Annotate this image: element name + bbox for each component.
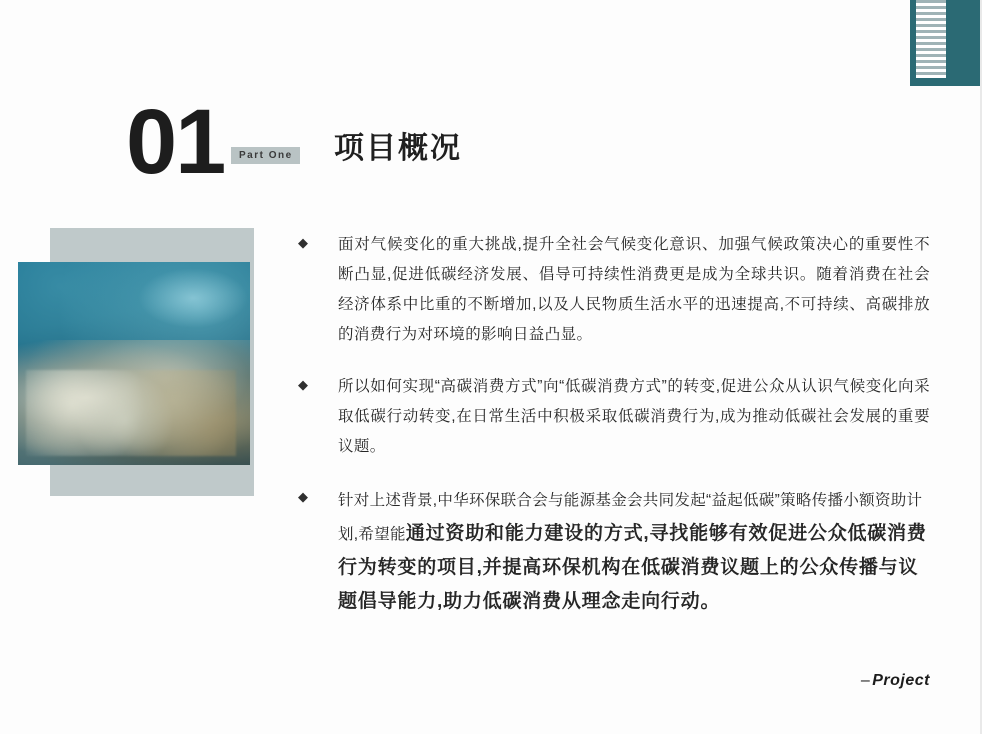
part-tag: Part One <box>231 147 300 164</box>
photo-coral-detail-layer <box>26 370 236 456</box>
coral-reef-photo <box>18 262 250 465</box>
list-item <box>296 484 930 619</box>
diamond-bullet-icon: ◆ <box>298 377 308 392</box>
footer-brand <box>861 672 930 690</box>
diamond-bullet-icon: ◆ <box>298 235 308 250</box>
list-item-text: 面对气候变化的重大挑战,提升全社会气候变化意识、加强气候政策决心的重要性不断凸显,促进低碳经济发展、倡导可持续性消费更是成为全球共识。随着消费在社会经济体系中比重的不断增加,以及人民物质生活水平的迅速提高,不可持续、高碳排放的消费行为对环境的影响日益凸显。 <box>338 236 930 343</box>
list-item-text: 所以如何实现“高碳消费方式”向“低碳消费方式”的转变,促进公众从认识气候变化向采取低碳行动转变,在日常生活中积极采取低碳消费行为,成为推动低碳社会发展的重要议题。 <box>338 378 930 455</box>
list-item-lead-text: 针对上述背景,中华环保联合会与能源基金会共同发起“益起低碳”策略传播小额资助计划,希望能 <box>338 492 923 543</box>
footer-dash: – <box>860 672 871 689</box>
footer-label: Project <box>872 672 930 689</box>
diamond-bullet-icon: ◆ <box>298 489 308 504</box>
list-item <box>296 372 930 462</box>
bullet-list <box>296 230 930 641</box>
photo-light-glint <box>138 268 248 328</box>
list-item-text <box>338 484 930 619</box>
list-item <box>296 230 930 350</box>
top-right-stripe-pattern <box>916 0 946 78</box>
list-item-emphasis-text: 通过资助和能力建设的方式,寻找能够有效促进公众低碳消费行为转变的项目,并提高环保机构在低碳消费议题上的公众传播与议题倡导能力,助力低碳消费从理念走向行动。 <box>338 523 927 612</box>
top-right-accent-bar <box>910 0 914 86</box>
page-title: 项目概况 <box>334 132 462 165</box>
section-number: 01 <box>126 91 225 193</box>
